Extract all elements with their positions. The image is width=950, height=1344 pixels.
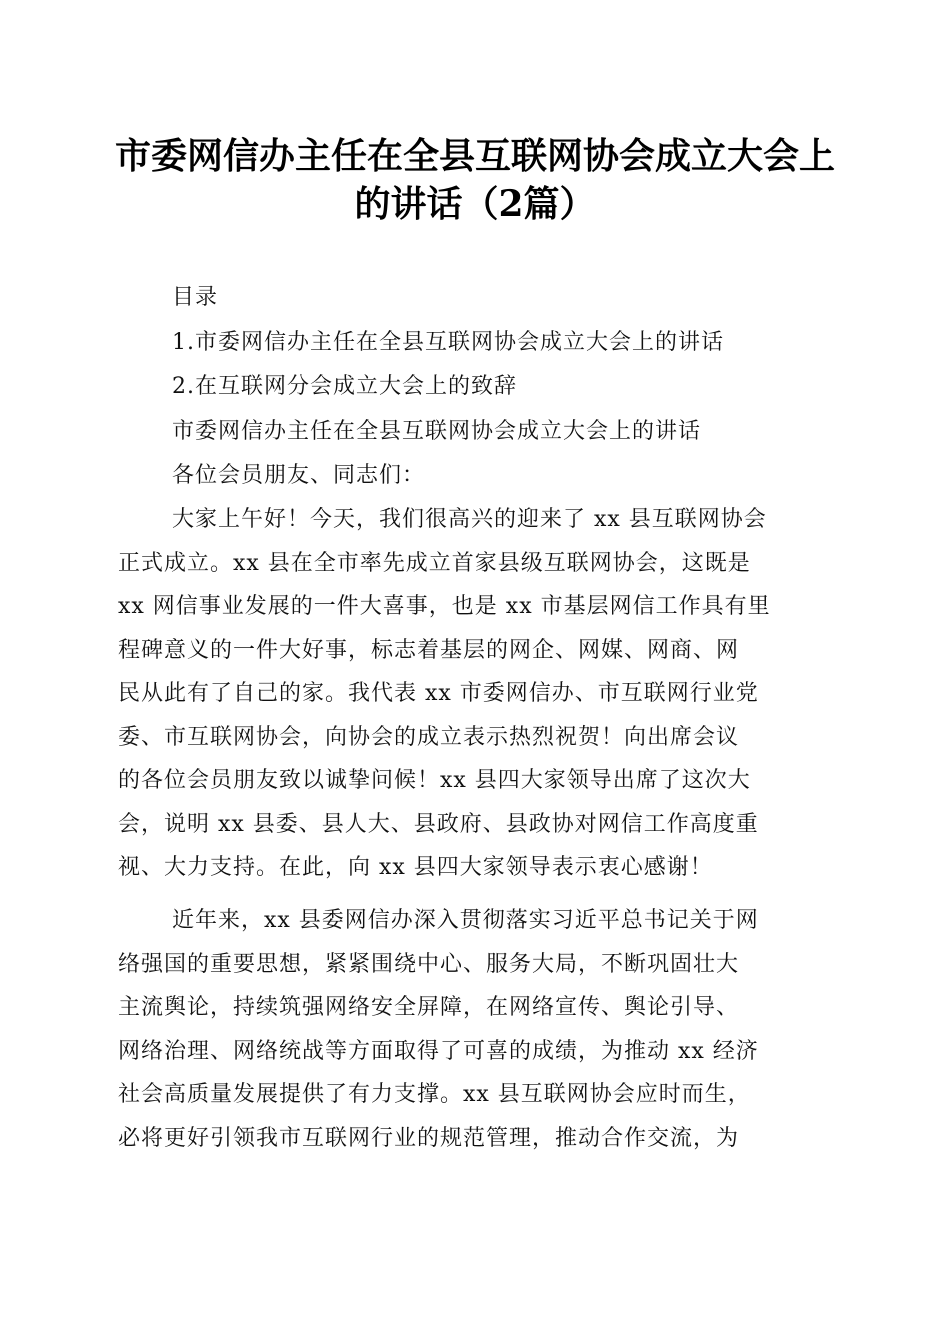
toc-item: 2.在互联网分会成立大会上的致辞 [172, 374, 517, 399]
paragraph-line: 的各位会员朋友致以诚挚问候！xx 县四大家领导出席了这次大 [118, 768, 751, 793]
paragraph-line: 络强国的重要思想，紧紧围绕中心、服务大局，不断巩固壮大 [118, 951, 740, 977]
paragraph-1 [118, 498, 828, 890]
title-line: 的讲话（2篇） [354, 183, 596, 225]
salutation: 各位会员朋友、同志们： [172, 463, 426, 488]
paragraph-2 [118, 899, 828, 1160]
toc-item: 1.市委网信办主任在全县互联网协会成立大会上的讲话 [172, 330, 724, 355]
document-title [110, 132, 840, 228]
paragraph-line: 近年来，xx 县委网信办深入贯彻落实习近平总书记关于网 [172, 908, 759, 933]
paragraph-line: 网络治理、网络统战等方面取得了可喜的成绩，为推动 xx 经济 [118, 1038, 759, 1064]
paragraph-line: 程碑意义的一件大好事，标志着基层的网企、网媒、网商、网 [118, 637, 740, 663]
paragraph-line: 必将更好引领我市互联网行业的规范管理，推动合作交流，为 [118, 1125, 740, 1151]
paragraph-line: 大家上午好！今天，我们很高兴的迎来了 xx 县互联网协会 [172, 507, 767, 532]
toc-heading: 目录 [172, 285, 219, 310]
paragraph-line: 社会高质量发展提供了有力支撑。xx 县互联网协会应时而生， [118, 1082, 751, 1107]
paragraph-line: 委、市互联网协会，向协会的成立表示热烈祝贺！向出席会议 [118, 724, 740, 750]
title-line: 市委网信办主任在全县互联网协会成立大会上 [114, 135, 835, 177]
paragraph-line: xx 网信事业发展的一件大喜事，也是 xx 市基层网信工作具有里 [118, 594, 771, 619]
paragraph-line: 正式成立。xx 县在全市率先成立首家县级互联网协会，这既是 [118, 550, 751, 576]
paragraph-line: 民从此有了自己的家。我代表 xx 市委网信办、市互联网行业党 [118, 681, 759, 706]
section-title: 市委网信办主任在全县互联网协会成立大会上的讲话 [172, 419, 702, 444]
paragraph-line: 视、大力支持。在此，向 xx 县四大家领导表示衷心感谢！ [118, 855, 713, 880]
paragraph-line: 会，说明 xx 县委、县人大、县政府、县政协对网信工作高度重 [118, 811, 759, 837]
paragraph-line: 主流舆论，持续筑强网络安全屏障，在网络宣传、舆论引导、 [118, 995, 740, 1020]
